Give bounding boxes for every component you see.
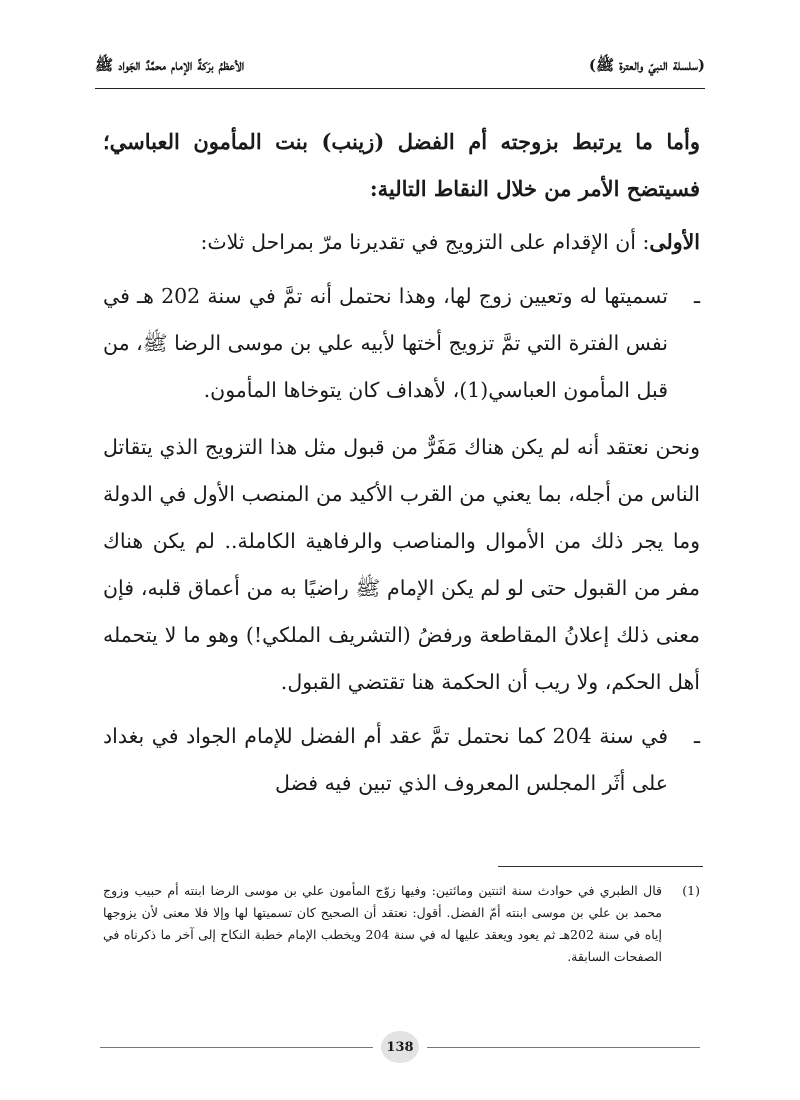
page-number: 138 (381, 1031, 419, 1063)
intro-paragraph: وأما ما يرتبط بزوجته أم الفضل (زينب) بنت المأمون العباسي؛ فسيتضح الأمر من خلال النقاط التالية: (103, 129, 700, 201)
first-point-label: الأولى (649, 230, 700, 254)
header-rule (95, 88, 705, 89)
dash-bullet: ـ (693, 284, 700, 308)
body-text (103, 118, 700, 807)
list-item-1-text: تسميتها له وتعيين زوج لها، وهذا نحتمل أنه تمَّ في سنة 202 هـ في نفس الفترة التي تمَّ تزويج أختها لأبيه علي بن موسى الرضا ﷺ، من قبل المأمون العباسي(1)، لأهداف كان يتوخاها المأمون. (103, 284, 668, 402)
list-item-1 (103, 273, 700, 414)
first-point-text: : أن الإقدام على التزويج في تقديرنا مرّ بمراحل ثلاث: (200, 230, 650, 254)
dash-bullet: ـ (693, 724, 700, 748)
footnote-rule (498, 866, 703, 867)
page-number-rule-right (427, 1047, 700, 1048)
page-number-rule-left (100, 1047, 373, 1048)
list-item-2-text: في سنة 204 كما نحتمل تمَّ عقد أم الفضل للإمام الجواد في بغداد على أثَر المجلس المعروف الذي تبين فيه فضل (103, 724, 668, 795)
series-title: (سلسلة النبيّ والعترة ﷺ) (588, 56, 705, 74)
list-item-2 (103, 713, 700, 807)
book-title: الأعظمُ برَكةً الإمام محمَّدٌ الجَواد ﷺ (95, 56, 245, 74)
running-header (95, 56, 705, 78)
footnote (103, 880, 700, 968)
footnote-text: قال الطبري في حوادث سنة اثنتين ومائتين: وفيها زوّج المأمون علي بن موسى الرضا ابنته أم حبيب وزوج محمد بن علي بن موسى ابنته أمّ الفضل. أقول: نعتقد أن الصحيح كان تسميتها لها وإلا فلا معنى لأن يزوجها إياه في سنة 202هـ ثم يعود ويعقد عليها له في سنة 204 ويخطب الإمام خطبة النكاح إلى آخر ما ذكرناه في الصفحات السابقة. (103, 883, 663, 964)
first-point (103, 219, 700, 266)
footnote-number: (1) (682, 883, 700, 898)
body-paragraph: ونحن نعتقد أنه لم يكن هناك مَفَرٌّ من قبول مثل هذا التزويج الذي يتقاتل الناس من أجله، بما يعني من القرب الأكيد من المنصب الأول في الدولة وما يجر ذلك من الأموال والمناصب والرفاهية الكاملة.. لم يكن هناك مفر من القبول حتى لو لم يكن الإمام ﷺ راضيًا به من أعماق قلبه، فإن معنى ذلك إعلانُ المقاطعة ورفضُ (التشريف الملكي!) وهو ما لا يتحمله أهل الحكم، ولا ريب أن الحكمة هنا تقتضي القبول. (103, 435, 700, 694)
